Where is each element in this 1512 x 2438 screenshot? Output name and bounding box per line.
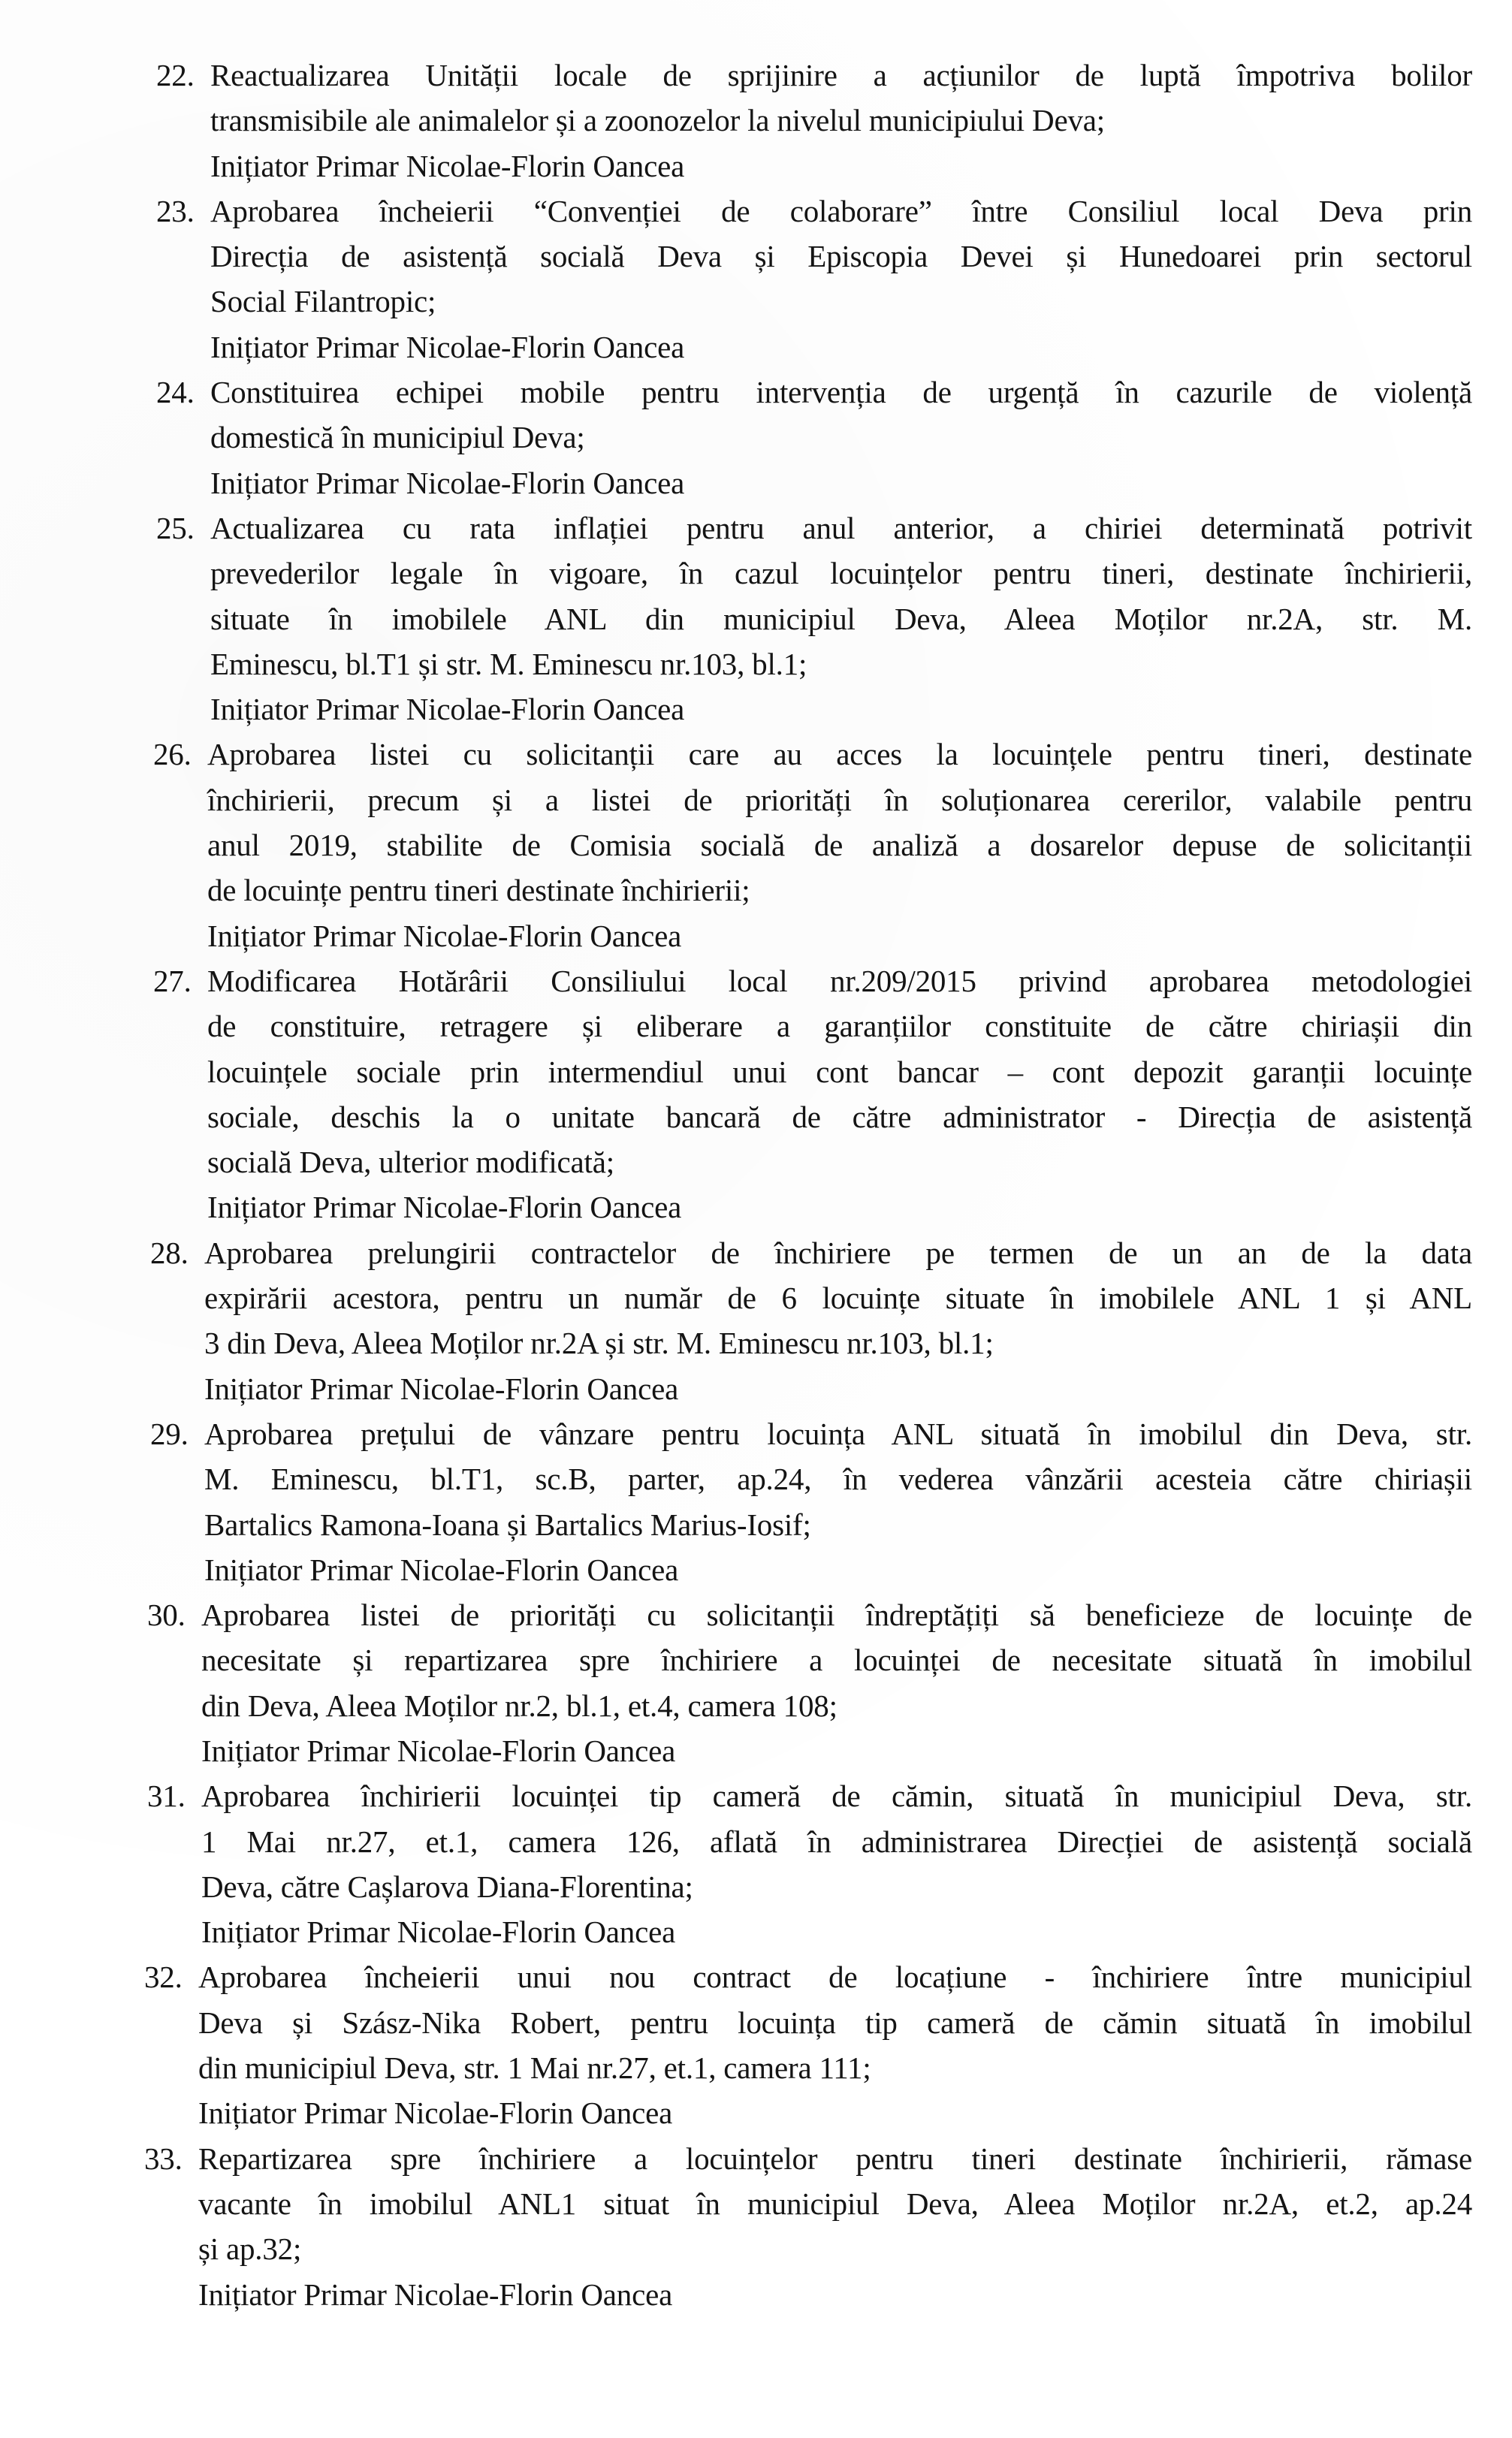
item-number: 26. [153, 737, 192, 772]
item-line: prevederilor legale în vigoare, în cazul locuințelor pentru tineri, destinate închirierii, [210, 556, 1472, 591]
item-line: Aprobarea listei cu solicitanții care au acces la locuințele pentru tineri, destinate [207, 737, 1472, 772]
item-text [207, 732, 1472, 958]
item-line: Constituirea echipei mobile pentru intervenția de urgență în cazurile de violență [210, 375, 1472, 410]
agenda-item-30 [141, 1592, 1472, 1773]
item-text [201, 1773, 1472, 1954]
item-number: 31. [147, 1779, 186, 1814]
item-line: Reactualizarea Unității locale de sprijinire a acțiunilor de luptă împotriva bolilor [210, 58, 1472, 92]
item-initiator: Inițiator Primar Nicolae-Florin Oancea [207, 918, 682, 953]
item-text [210, 189, 1472, 370]
item-text [210, 505, 1472, 732]
item-line: situate în imobilele ANL din municipiul Deva, Aleea Moților nr.2A, str. M. [210, 601, 1472, 636]
item-initiator: Inițiator Primar Nicolae-Florin Oancea [204, 1371, 679, 1406]
agenda-item-28 [144, 1230, 1472, 1411]
item-line: Eminescu, bl.T1 și str. M. Eminescu nr.103, bl.1; [210, 646, 807, 681]
agenda-item-25 [150, 505, 1472, 732]
item-line: Social Filantropic; [210, 284, 436, 319]
item-initiator: Inițiator Primar Nicolae-Florin Oancea [207, 1190, 682, 1225]
item-text [210, 53, 1472, 189]
agenda-item-32 [138, 1954, 1472, 2135]
item-line: Aprobarea încheierii “Convenției de colaborare” între Consiliul local Deva prin [210, 193, 1472, 228]
item-text [210, 370, 1472, 505]
item-line: socială Deva, ulterior modificată; [207, 1145, 614, 1180]
item-initiator: Inițiator Primar Nicolae-Florin Oancea [210, 692, 685, 727]
item-text [198, 1954, 1472, 2135]
item-initiator: Inițiator Primar Nicolae-Florin Oancea [201, 1914, 676, 1950]
item-initiator: Inițiator Primar Nicolae-Florin Oancea [201, 1733, 676, 1768]
item-line: M. Eminescu, bl.T1, sc.B, parter, ap.24, în vederea vânzării acesteia către chiriașii [204, 1462, 1472, 1497]
item-line: Repartizarea spre închiriere a locuințelor pentru tineri destinate închirierii, rămase [198, 2141, 1472, 2176]
item-number: 28. [150, 1235, 189, 1270]
item-line: Bartalics Ramona-Ioana și Bartalics Marius-Iosif; [204, 1507, 811, 1542]
item-text [204, 1411, 1472, 1592]
item-number: 33. [144, 2141, 183, 2176]
item-line: 3 din Deva, Aleea Moților nr.2A și str. M. Eminescu nr.103, bl.1; [204, 1326, 994, 1361]
item-line: Aprobarea prelungirii contractelor de închiriere pe termen de un an de la data [204, 1235, 1472, 1270]
item-line: Actualizarea cu rata inflației pentru anul anterior, a chiriei determinată potrivit [210, 510, 1472, 545]
item-line: Deva, către Cașlarova Diana-Florentina; [201, 1869, 693, 1904]
item-initiator: Inițiator Primar Nicolae-Florin Oancea [210, 148, 685, 183]
item-initiator: Inițiator Primar Nicolae-Florin Oancea [198, 2277, 673, 2312]
item-line: transmisibile ale animalelor și a zoonozelor la nivelul municipiului Deva; [210, 103, 1105, 138]
item-initiator: Inițiator Primar Nicolae-Florin Oancea [210, 329, 685, 364]
agenda-item-29 [144, 1411, 1472, 1592]
item-line: 1 Mai nr.27, et.1, camera 126, aflată în administrarea Direcției de asistență socială [201, 1824, 1472, 1859]
item-line: de locuințe pentru tineri destinate închirierii; [207, 873, 750, 908]
item-line: anul 2019, stabilite de Comisia socială de analiză a dosarelor depuse de solicitanții [207, 828, 1472, 863]
item-line: Aprobarea listei de priorități cu solicitanții îndreptățiți să beneficieze de locuințe de [201, 1598, 1472, 1633]
agenda-item-33 [138, 2136, 1472, 2317]
item-line: domestică în municipiul Deva; [210, 420, 585, 455]
item-line: din Deva, Aleea Moților nr.2, bl.1, et.4, camera 108; [201, 1688, 837, 1723]
item-text [207, 958, 1472, 1230]
item-line: necesitate și repartizarea spre închiriere a locuinței de necesitate situată în imobilul [201, 1643, 1472, 1678]
item-initiator: Inițiator Primar Nicolae-Florin Oancea [198, 2096, 673, 2131]
item-line: Aprobarea încheierii unui nou contract de locațiune - închiriere între municipiul [198, 1960, 1472, 1995]
item-number: 29. [150, 1416, 189, 1451]
item-line: Modificarea Hotărârii Consiliului local nr.209/2015 privind aprobarea metodologiei [207, 963, 1472, 998]
item-line: vacante în imobilul ANL1 situat în municipiul Deva, Aleea Moților nr.2A, et.2, ap.24 [198, 2186, 1472, 2221]
item-text [204, 1230, 1472, 1411]
item-number: 30. [147, 1598, 186, 1633]
item-line: închirierii, precum și a listei de priorități în soluționarea cererilor, valabile pentru [207, 782, 1472, 817]
item-line: Aprobarea închirierii locuinței tip cameră de cămin, situată în municipiul Deva, str. [201, 1779, 1472, 1814]
item-line: sociale, deschis la o unitate bancară de către administrator - Direcția de asistență [207, 1099, 1472, 1134]
item-number: 23. [156, 193, 195, 228]
agenda-item-27 [147, 958, 1472, 1230]
item-number: 27. [153, 963, 192, 998]
item-number: 24. [156, 375, 195, 410]
item-line: din municipiul Deva, str. 1 Mai nr.27, et.1, camera 111; [198, 2050, 871, 2086]
agenda-item-22 [150, 53, 1472, 189]
item-initiator: Inițiator Primar Nicolae-Florin Oancea [204, 1552, 679, 1587]
agenda-items-list [144, 53, 1472, 2317]
agenda-item-31 [141, 1773, 1472, 1954]
item-line: Deva și Szász-Nika Robert, pentru locuința tip cameră de cămin situată în imobilul [198, 2005, 1472, 2040]
item-text [201, 1592, 1472, 1773]
item-number: 22. [156, 58, 195, 92]
item-text [198, 2136, 1472, 2317]
item-line: Aprobarea prețului de vânzare pentru locuința ANL situată în imobilul din Deva, str. [204, 1416, 1472, 1451]
item-line: locuințele sociale prin intermendiul unui cont bancar – cont depozit garanții locuințe [207, 1054, 1472, 1089]
item-line: expirării acestora, pentru un număr de 6 locuințe situate în imobilele ANL 1 și ANL [204, 1281, 1472, 1316]
item-number: 25. [156, 510, 195, 545]
item-line: Direcția de asistență socială Deva și Episcopia Devei și Hunedoarei prin sectorul [210, 239, 1472, 274]
agenda-item-23 [150, 189, 1472, 370]
item-initiator: Inițiator Primar Nicolae-Florin Oancea [210, 465, 685, 500]
agenda-item-24 [150, 370, 1472, 505]
item-line: de constituire, retragere și eliberare a garanțiilor constituite de către chiriașii din [207, 1009, 1472, 1044]
item-line: și ap.32; [198, 2231, 302, 2267]
item-number: 32. [144, 1960, 183, 1995]
agenda-item-26 [147, 732, 1472, 958]
